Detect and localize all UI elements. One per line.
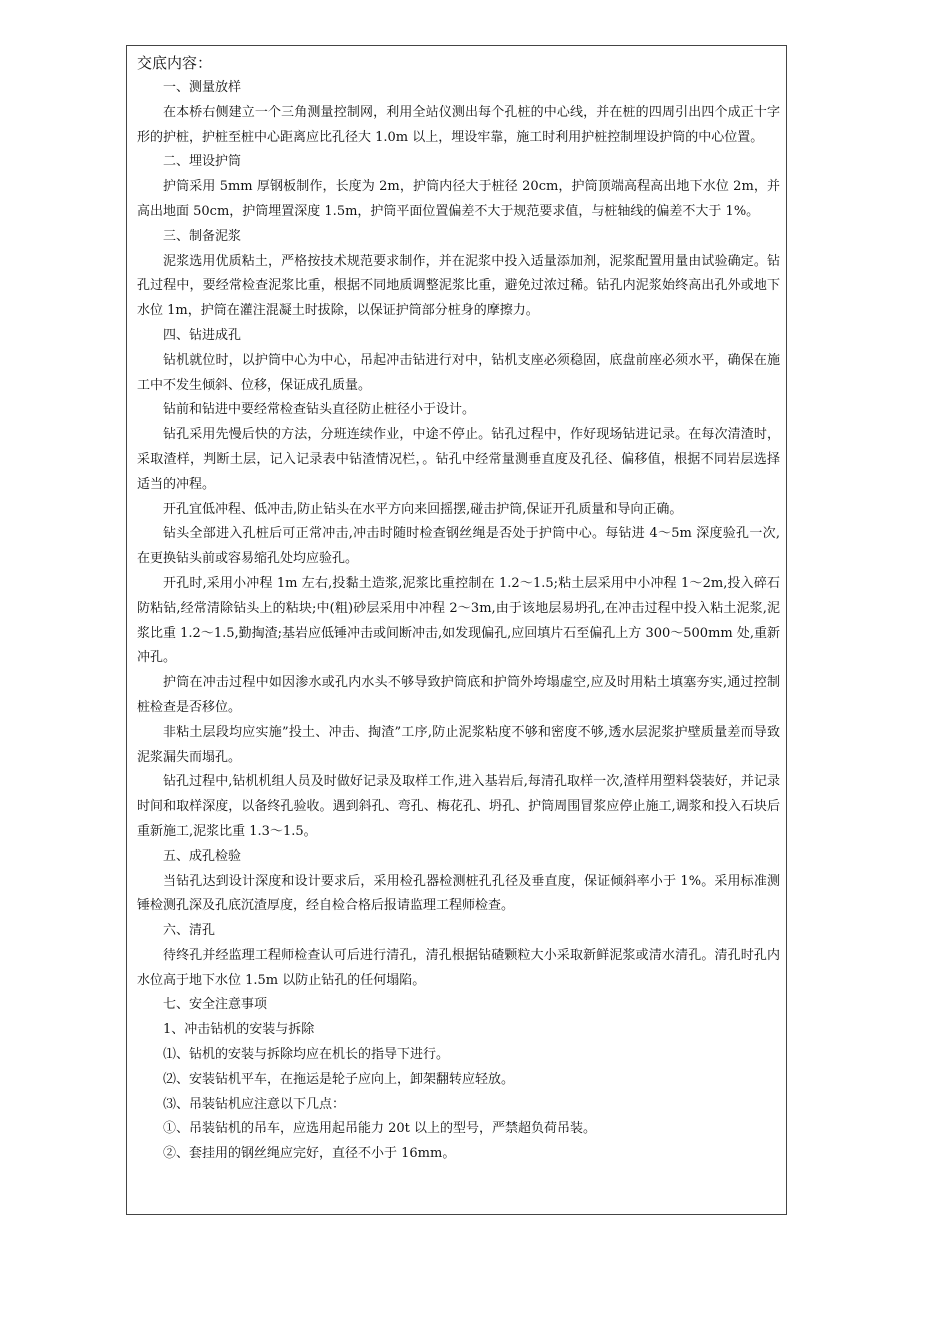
paragraph: 当钻孔达到设计深度和设计要求后，采用检孔器检测桩孔孔径及垂直度，保证倾斜率小于 1%。采用标准测锤检测孔深及孔底沉渣厚度，经自检合格后报请监理工程师检查。 — [137, 873, 780, 914]
paragraph: 钻机就位时，以护筒中心为中心，吊起冲击钻进行对中，钻机支座必须稳固，底盘前座必须水平，确保在施工中不发生倾斜、位移，保证成孔质量。 — [137, 352, 780, 393]
paragraph: 四、钻进成孔 — [163, 327, 242, 343]
paragraph: ⑴、钻机的安装与拆除均应在机长的指导下进行。 — [163, 1047, 450, 1063]
paragraph: ⑶、吊装钻机应注意以下几点： — [163, 1096, 346, 1112]
paragraph: ①、吊装钻机的吊车，应选用起吊能力 20t 以上的型号，严禁超负荷吊装。 — [163, 1121, 597, 1137]
paragraph: 钻前和钻进中要经常检查钻头直径防止桩径小于设计。 — [163, 402, 476, 418]
paragraph: 钻孔过程中,钻机机组人员及时做好记录及取样工作,进入基岩后,每清孔取样一次,渣样用塑料袋装好，并记录时间和取样深度，以备终孔验收。遇到斜孔、弯孔、梅花孔、坍孔、护筒周围冒浆应停止施工,调浆和投入石块后重新施工,泥浆比重 1.3～1.5。 — [137, 774, 780, 839]
paragraph: 二、埋设护筒 — [163, 154, 242, 170]
paragraph: 待终孔并经监理工程师检查认可后进行清孔，清孔根据钻碴颗粒大小采取新鲜泥浆或清水清孔。清孔时孔内水位高于地下水位 1.5m 以防止钻孔的任何塌陷。 — [137, 947, 780, 988]
paragraph: 七、安全注意事项 — [163, 997, 268, 1013]
paragraph: 在本桥右侧建立一个三角测量控制网，利用全站仪测出每个孔桩的中心线，并在桩的四周引出四个成正十字形的护桩，护桩至桩中心距离应比孔径大 1.0m 以上，埋设牢靠，施工时利用护桩控制埋设护筒的中心位置。 — [137, 104, 780, 145]
paragraph: ⑵、安装钻机平车，在拖运是轮子应向上，卸架翻转应轻放。 — [163, 1071, 515, 1087]
paragraph: 钻孔采用先慢后快的方法，分班连续作业，中途不停止。钻孔过程中，作好现场钻进记录。在每次清渣时，采取渣样，判断土层，记入记录表中钻渣情况栏，。钻孔中经常量测垂直度及孔径、偏移值，根据不同岩层选择适当的冲程。 — [137, 427, 780, 492]
paragraph: 护筒在冲击过程中如因渗水或孔内水头不够导致护筒底和护筒外垮塌虚空,应及时用粘土填塞夯实,通过控制桩检查是否移位。 — [137, 675, 780, 715]
paragraph: 泥浆选用优质粘土，严格按技术规范要求制作，并在泥浆中投入适量添加剂，泥浆配置用量由试验确定。钻孔过程中，要经常检查泥浆比重，根据不同地质调整泥浆比重，避免过浓过稀。钻孔内泥浆始终高出孔外或地下水位 1m，护筒在灌注混凝土时拔除，以保证护筒部分桩身的摩擦力。 — [137, 253, 780, 319]
paragraph: 一、测量放样 — [163, 80, 242, 95]
paragraph: 非粘土层段均应实施”投土、冲击、掏渣”工序,防止泥浆粘度不够和密度不够,透水层泥浆护壁质量差而导致泥浆漏失而塌孔。 — [137, 724, 780, 765]
paragraph: 开孔宜低冲程、低冲击,防止钻头在水平方向来回摇摆,碰击护筒,保证开孔质量和导向正确。 — [163, 501, 683, 517]
paragraph: 钻头全部进入孔桩后可正常冲击,冲击时随时检查钢丝绳是否处于护筒中心。每钻进 4～5m 深度验孔一次,在更换钻头前或容易缩孔处均应验孔。 — [137, 526, 780, 567]
paragraph: 1、冲击钻机的安装与拆除 — [163, 1022, 315, 1038]
disclosure-box — [126, 45, 787, 1215]
paragraph: 护筒采用 5mm 厚钢板制作，长度为 2m，护筒内径大于桩径 20cm，护筒顶端高程高出地下水位 2m，并高出地面 50cm，护筒埋置深度 1.5m，护筒平面位置偏差不大于规范要求值，与桩轴线的偏差不大于 1%。 — [137, 179, 780, 219]
paragraph: 六、清孔 — [163, 923, 216, 939]
paragraph: 三、制备泥浆 — [163, 228, 242, 244]
paragraph: 五、成孔检验 — [163, 848, 242, 864]
disclosure-content — [137, 50, 780, 1167]
paragraph: 开孔时,采用小冲程 1m 左右,投黏土造浆,泥浆比重控制在 1.2～1.5;粘土层采用中小冲程 1～2m,投入碎石防粘钻,经常清除钻头上的粘块;中(粗)砂层采用中冲程 2～3m,由于该地层易坍孔,在冲击过程中投入粘土泥浆,泥浆比重 1.2～1.5,勤掏渣;基岩应低锤冲击或间断冲击,如发现偏孔,应回填片石至偏孔上方 300～500mm 处,重新冲孔。 — [137, 575, 780, 666]
paragraph: ②、套挂用的钢丝绳应完好，直径不小于 16mm。 — [163, 1146, 456, 1162]
section-title: 交底内容： — [137, 54, 213, 72]
